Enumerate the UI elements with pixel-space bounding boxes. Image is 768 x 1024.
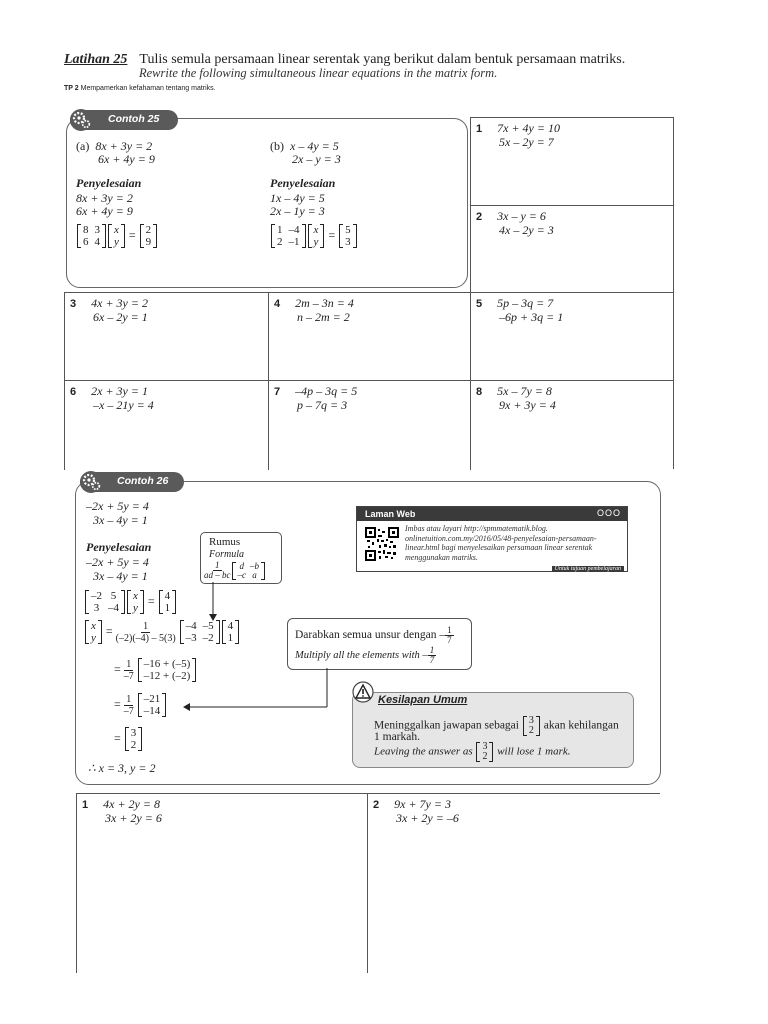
m-cell: y	[133, 602, 138, 614]
m-cell: x	[133, 590, 138, 602]
m-cell: –2	[91, 590, 102, 602]
exercise-label: Latihan 25	[64, 52, 128, 67]
m-cell: –21	[143, 693, 161, 705]
window-dots: OOO	[596, 508, 621, 518]
question-eq2: 3x + 2y = –6	[396, 811, 459, 825]
a-solution-title: Penyelesaian	[76, 176, 142, 190]
m-cell: 5	[110, 590, 117, 602]
question-eq1: 3x – y = 6	[497, 209, 546, 223]
m-cell: –12 + (–2)	[143, 670, 191, 682]
question-eq2: 4x – 2y = 3	[499, 223, 554, 237]
website-footer: Untuk tujuan pembelajaran	[552, 566, 624, 572]
ex26-step3: = $\frac{1}{-7}$ –21 –14	[114, 693, 167, 717]
a-s1: 8x + 3y = 2	[76, 191, 133, 205]
m-cell: 3	[482, 741, 488, 752]
formula-arrow	[209, 582, 217, 621]
grid-line	[367, 793, 368, 973]
formula-title: Rumus	[209, 536, 241, 548]
m-cell: x	[114, 224, 119, 236]
example26-title: Contoh 26	[117, 475, 169, 487]
question-eq2: –x – 21y = 4	[93, 398, 154, 412]
website-box	[356, 506, 628, 572]
frac-den: –7	[123, 705, 134, 717]
ex26-step1: x y = $\frac{1}{(-2)(-4) - 5(3)}$ –4 –5 –3 –2 4 1	[84, 620, 240, 644]
question-eq2: –6p + 3q = 1	[499, 310, 564, 324]
question-cell	[373, 798, 459, 825]
m-cell: 4	[94, 236, 100, 248]
ex26-conclusion: ∴ x = 3, y = 2	[88, 761, 156, 775]
question-eq1: 5x – 7y = 8	[497, 384, 552, 398]
ex26-s2: 3x – 4y = 1	[93, 569, 148, 583]
frac-num: 1	[126, 693, 132, 705]
grid-line	[76, 793, 77, 973]
m-cell: 2	[130, 739, 137, 751]
question-eq1: 9x + 7y = 3	[394, 797, 451, 811]
b-solution-title: Penyelesaian	[270, 176, 336, 190]
frac-den: ad – bc	[204, 570, 231, 580]
m-cell: 3	[130, 727, 137, 739]
question-cell	[82, 798, 162, 825]
m-cell: x	[91, 620, 96, 632]
question-number: 1	[476, 123, 483, 135]
question-number: 7	[274, 386, 281, 398]
mistake-vector	[523, 716, 540, 736]
m-cell: 4	[227, 620, 234, 632]
m-cell: 2	[145, 224, 152, 236]
question-eq2: 6x – 2y = 1	[93, 310, 148, 324]
question-eq2: p – 7q = 3	[297, 398, 348, 412]
m-cell: –4	[108, 602, 119, 614]
question-number: 8	[476, 386, 483, 398]
ex26-eq2: 3x – 4y = 1	[93, 513, 148, 527]
question-number: 2	[476, 211, 483, 223]
example25-title: Contoh 25	[108, 113, 160, 125]
m-cell: –4	[185, 620, 197, 632]
mistake-vector	[476, 742, 493, 762]
mistake-ms-2: akan kehilangan	[543, 719, 619, 732]
question-eq1: 4x + 3y = 2	[91, 296, 148, 310]
m-cell: 5	[345, 224, 351, 236]
frac-den: 7	[447, 635, 452, 645]
m-cell: a	[252, 569, 257, 580]
m-cell: –3	[185, 632, 197, 644]
ex26-matrix-equation: –2 5 3 –4 x y = 4 1	[84, 590, 177, 614]
question-number: 3	[70, 298, 77, 310]
a-s2: 6x + 4y = 9	[76, 204, 133, 218]
m-cell: y	[91, 632, 96, 644]
ex26-eq1: –2x + 5y = 4	[86, 499, 149, 513]
b-s2: 2x – 1y = 3	[270, 204, 325, 218]
question-number: 2	[373, 799, 380, 811]
m-cell: 3	[345, 236, 351, 248]
note-en-text: Multiply all the elements with –	[295, 649, 428, 661]
frac-num: 1	[143, 620, 149, 632]
question-number: 1	[82, 799, 89, 811]
note-ms-text: Darabkan semua unsur dengan –	[295, 629, 446, 642]
m-cell: –c	[237, 569, 246, 580]
b-s1: 1x – 4y = 5	[270, 191, 325, 205]
m-cell: 3	[93, 602, 100, 614]
m-cell: 3	[528, 715, 534, 726]
qr-code-icon	[365, 527, 399, 561]
tp-text: Mempamerkan kefahaman tentang matriks.	[80, 85, 216, 92]
ex26-s1: –2x + 5y = 4	[86, 555, 149, 569]
m-cell: –5	[202, 620, 214, 632]
m-cell: –14	[143, 705, 161, 717]
m-cell: 2	[482, 751, 488, 762]
tp-label: TP 2	[64, 85, 79, 92]
question-eq2: 3x + 2y = 6	[105, 811, 162, 825]
m-cell: 1	[277, 224, 283, 236]
mistake-ms-1: Meninggalkan jawapan sebagai	[374, 719, 519, 732]
m-cell: –b	[250, 560, 259, 571]
question-eq2: 9x + 3y = 4	[499, 398, 556, 412]
frac-num: 1	[215, 560, 220, 570]
m-cell: 6	[83, 236, 89, 248]
ex26-step4: = 3 2	[114, 727, 143, 751]
m-cell: 4	[164, 590, 171, 602]
question-eq1: 5p – 3q = 7	[497, 296, 554, 310]
m-cell: –2	[202, 632, 214, 644]
mistake-ms-3: 1 markah.	[374, 731, 420, 743]
a-matrix-equation: 8 3 6 4 x y = 2 9	[76, 224, 158, 248]
m-cell: x	[313, 224, 319, 236]
m-cell: –1	[288, 236, 300, 248]
question-eq1: 2x + 3y = 1	[91, 384, 148, 398]
instruction-en: Rewrite the following simultaneous linear equations in the matrix form.	[139, 66, 498, 80]
frac-den: 7	[429, 655, 435, 665]
m-cell: 9	[145, 236, 152, 248]
m-cell: y	[313, 236, 319, 248]
m-cell: d	[239, 560, 244, 571]
question-number: 6	[70, 386, 77, 398]
question-eq1: 4x + 2y = 8	[103, 797, 160, 811]
frac-num: 1	[429, 645, 435, 655]
b-matrix-equation: 1 –4 2 –1 x y = 5 3	[270, 224, 358, 248]
warning-icon	[352, 681, 374, 703]
ex26-step2: = $\frac{1}{-7}$ –16 + (–5) –12 + (–2)	[114, 658, 197, 682]
question-number: 5	[476, 298, 483, 310]
grid-line	[76, 793, 660, 794]
m-cell: y	[114, 236, 119, 248]
question-number: 4	[274, 298, 281, 310]
m-cell: 8	[83, 224, 89, 236]
m-cell: 2	[528, 725, 534, 736]
m-cell: 2	[277, 236, 283, 248]
m-cell: 1	[164, 602, 171, 614]
mistake-title: Kesilapan Umum	[378, 694, 468, 706]
m-cell: 3	[94, 224, 100, 236]
b-label: (b)	[270, 139, 284, 153]
question-eq1: 7x + 4y = 10	[497, 121, 560, 135]
ex26-solution-title: Penyelesaian	[86, 540, 152, 554]
m-cell: –4	[288, 224, 300, 236]
b-eq2: 2x – y = 3	[292, 152, 341, 166]
mistake-en	[374, 742, 571, 762]
frac-den: (–2)(–4) – 5(3)	[115, 632, 176, 644]
frac-num: 1	[447, 625, 452, 635]
m-cell: –16 + (–5)	[143, 658, 191, 670]
question-eq2: n – 2m = 2	[297, 310, 350, 324]
question-eq1: –4p – 3q = 5	[295, 384, 358, 398]
question-eq2: 5x – 2y = 7	[499, 135, 554, 149]
frac-den: –7	[123, 670, 134, 682]
question-eq1: 2m – 3n = 4	[295, 296, 354, 310]
a-eq2: 6x + 4y = 9	[98, 152, 155, 166]
note-arrow	[183, 668, 327, 711]
frac-num: 1	[126, 658, 132, 670]
formula-subtitle: Formula	[209, 549, 244, 560]
website-title: Laman Web	[365, 509, 416, 519]
b-eq1: x – 4y = 5	[290, 139, 339, 153]
a-label: (a)	[76, 139, 90, 153]
website-text: Imbas atau layari http://spmmatematik.blog. onlinetuition.com.my/2016/05/48-penyelesaian-persamaan-linear.html bagi menyelesaikan persamaan linear serentak menggunakan matriks.	[405, 524, 597, 562]
mistake-en-1: Leaving the answer as	[374, 745, 473, 758]
mistake-en-2: will lose 1 mark.	[497, 745, 571, 758]
a-eq1: 8x + 3y = 2	[95, 139, 153, 153]
m-cell: 1	[227, 632, 234, 644]
instruction-ms: Tulis semula persamaan linear serentak yang berikut dalam bentuk persamaan matriks.	[139, 52, 626, 67]
